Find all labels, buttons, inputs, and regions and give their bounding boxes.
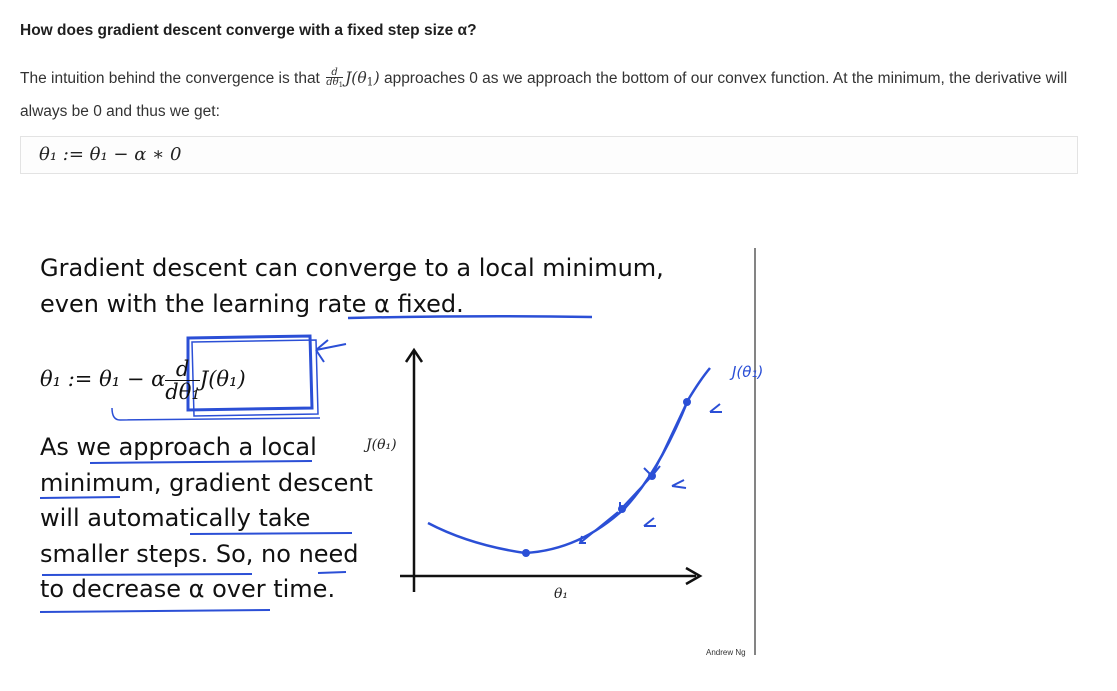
slide-update-rule <box>40 358 246 403</box>
box-arrow <box>316 340 346 362</box>
cost-function-inline: $J(\theta_1)$ <box>345 69 380 89</box>
intro-paragraph <box>20 64 1080 126</box>
slide-body-text: As we approach a local minimum, gradient descent will automatically take smaller steps. So, no need to decrease α over time. <box>40 433 373 603</box>
slide-eq-den: dθ₁ <box>165 380 200 404</box>
slide-title: Gradient descent can converge to a local minimum, even with the learning rate α fixed. <box>40 254 664 318</box>
cost-curve <box>428 368 710 553</box>
side-arrow-1 <box>710 404 722 412</box>
slide-eq-num: d <box>165 358 200 381</box>
step-arrow-3 <box>580 512 618 543</box>
side-arrow-3 <box>644 518 656 526</box>
author-credit: Andrew Ng <box>706 648 746 657</box>
update-equation: θ₁ := θ₁ − α ∗ 0 <box>39 144 182 165</box>
derivative-fraction: $\frac{d}{d\theta_1}$ <box>326 67 344 89</box>
step-arrow-2 <box>620 478 650 510</box>
lecture-slide <box>20 240 1080 680</box>
curve-label: J(θ₁) <box>732 363 764 381</box>
intro-text-after: approaches 0 as we approach the bottom of our convex function. At the minimum, the derivative will always be 0 and thus we get: <box>20 70 1068 120</box>
question-heading: How does gradient descent converge with a fixed step size α? <box>20 22 477 39</box>
slide-eq-fraction <box>165 358 200 403</box>
y-axis-label: J(θ₁) <box>366 437 397 453</box>
step-point-3 <box>683 398 691 406</box>
slide-eq-left: θ₁ := θ₁ − α <box>40 367 166 391</box>
step-arrow-1 <box>644 404 686 476</box>
body-underline-5 <box>40 610 270 612</box>
intro-text-before: The intuition behind the convergence is that <box>20 70 325 87</box>
side-arrow-2 <box>672 480 686 488</box>
equation-box <box>20 136 1078 174</box>
slide-eq-func: J(θ₁) <box>199 367 246 391</box>
x-axis-label: θ₁ <box>554 586 569 602</box>
minimum-point <box>522 549 530 557</box>
